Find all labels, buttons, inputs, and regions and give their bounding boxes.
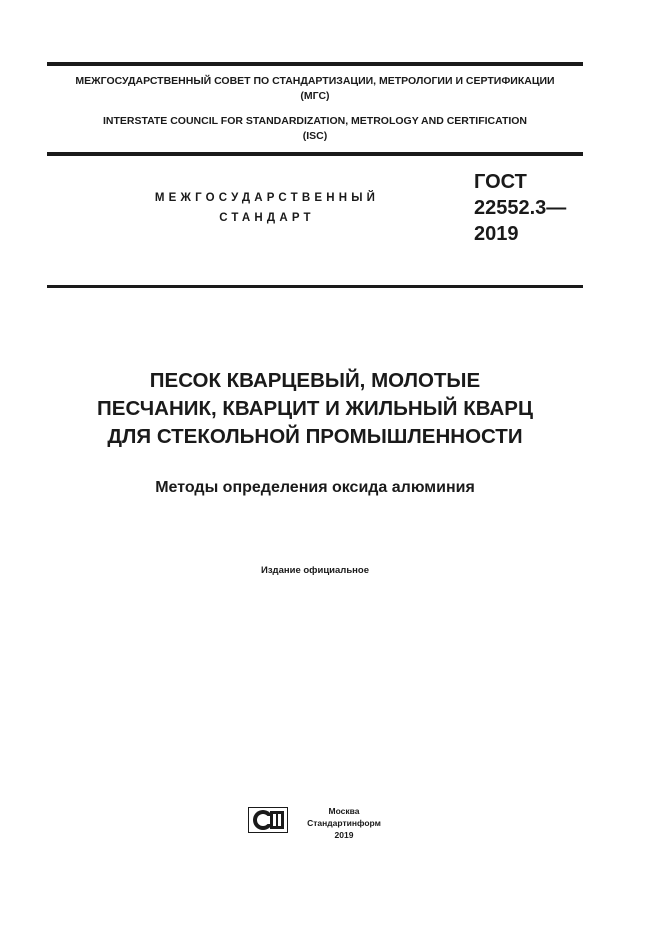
publisher-city: Москва (328, 806, 360, 816)
standartinform-logo-icon (248, 807, 288, 833)
publisher-block (306, 805, 382, 841)
gost-year: 2019 (474, 223, 519, 245)
edition-label: Издание официальное (261, 565, 369, 576)
title-line3: ДЛЯ СТЕКОЛЬНОЙ ПРОМЫШЛЕННОСТИ (107, 425, 523, 448)
standard-type-line2: СТАНДАРТ (219, 212, 315, 224)
council-ru-line2: (МГС) (300, 90, 330, 102)
lower-rule (47, 285, 583, 288)
council-ru-line1: МЕЖГОСУДАРСТВЕННЫЙ СОВЕТ ПО СТАНДАРТИЗАЦИИ, МЕТРОЛОГИИ И СЕРТИФИКАЦИИ (75, 75, 555, 87)
council-en-line2: (ISC) (302, 130, 328, 142)
council-en-line1: INTERSTATE COUNCIL FOR STANDARDIZATION, METROLOGY AND CERTIFICATION (102, 115, 528, 127)
gost-number: 22552.3— (474, 197, 567, 219)
gost-label: ГОСТ (474, 171, 527, 193)
title-line1: ПЕСОК КВАРЦЕВЫЙ, МОЛОТЫЕ (149, 369, 481, 392)
middle-rule (47, 152, 583, 156)
standard-type-line1: МЕЖГОСУДАРСТВЕННЫЙ (154, 192, 380, 204)
publisher-year: 2019 (334, 830, 354, 840)
document-subtitle: Методы определения оксида алюминия (155, 479, 475, 496)
top-rule (47, 62, 583, 66)
publisher-name: Стандартинформ (307, 818, 381, 828)
title-line2: ПЕСЧАНИК, КВАРЦИТ И ЖИЛЬНЫЙ КВАРЦ (97, 397, 533, 420)
